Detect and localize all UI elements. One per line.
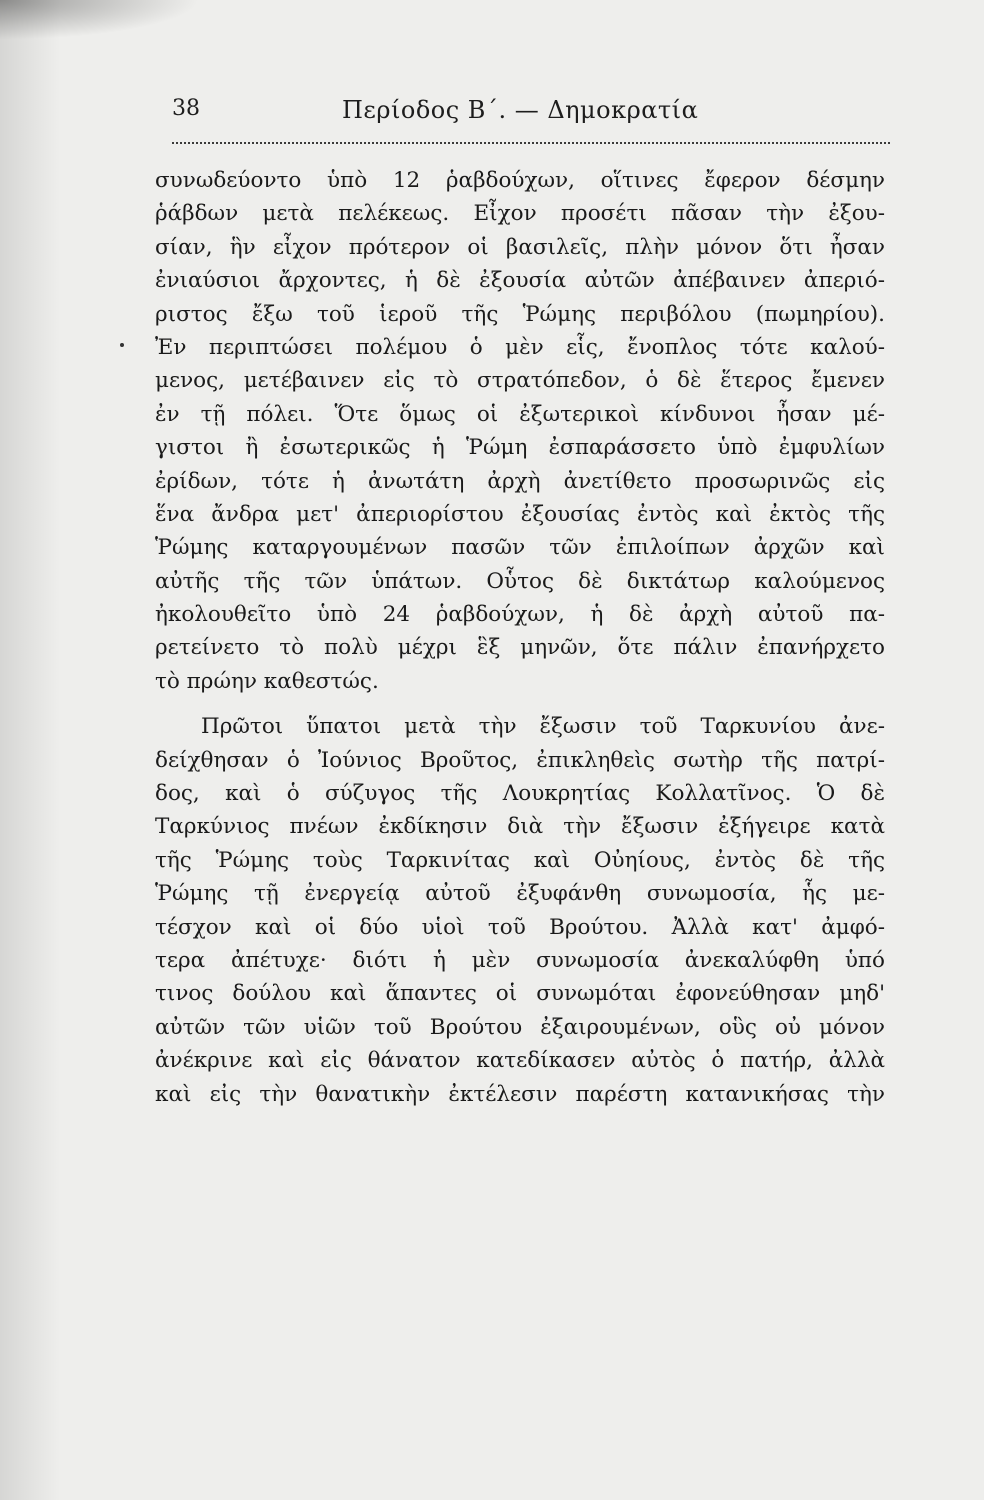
text-line: ἐρίδων, τότε ἡ ἀνωτάτη ἀρχὴ ἀνετίθετο προσωρινῶς εἰς	[155, 468, 885, 494]
paragraph-gap	[155, 698, 885, 710]
spine-shadow	[0, 0, 60, 1500]
text-line: καὶ εἰς τὴν θανατικὴν ἐκτέλεσιν παρέστη κατανικήσας τὴν	[155, 1081, 885, 1107]
page-number: 38	[172, 96, 200, 121]
text-line: Ῥώμης τῇ ἐνεργείᾳ αὐτοῦ ἐξυφάνθη συνωμοσία, ἧς με-	[155, 881, 885, 907]
text-line: ριστος ἔξω τοῦ ἱεροῦ τῆς Ῥώμης περιβόλου (πωμηρίου).	[155, 301, 885, 327]
text-line: τῆς Ῥώμης τοὺς Ταρκινίτας καὶ Οὐηίους, ἐντὸς δὲ τῆς	[155, 847, 885, 873]
text-line: Ταρκύνιος πνέων ἐκδίκησιν διὰ τὴν ἔξωσιν ἐξήγειρε κατὰ	[155, 814, 885, 840]
page-header	[172, 96, 892, 136]
text-line: σίαν, ἣν εἶχον πρότερον οἱ βασιλεῖς, πλὴν μόνον ὅτι ἦσαν	[155, 234, 885, 260]
body-text	[155, 164, 885, 1111]
text-line: γιστοι ἢ ἐσωτερικῶς ἡ Ῥώμη ἐσπαράσσετο ὑπὸ ἐμφυλίων	[155, 435, 885, 461]
text-line: δος, καὶ ὁ σύζυγος τῆς Λουκρητίας Κολλατῖνος. Ὁ δὲ	[155, 781, 885, 807]
text-line: ἀνέκρινε καὶ εἰς θάνατον κατεδίκασεν αὐτὸς ὁ πατήρ, ἀλλὰ	[155, 1048, 885, 1074]
header-rule	[172, 142, 890, 144]
corner-shadow	[0, 0, 200, 40]
paragraph-1	[155, 164, 885, 698]
text-line: ἠκολουθεῖτο ὑπὸ 24 ῥαβδούχων, ἡ δὲ ἀρχὴ αὐτοῦ πα-	[155, 602, 885, 628]
paragraph-2	[155, 710, 885, 1111]
text-line: Πρῶτοι ὕπατοι μετὰ τὴν ἔξωσιν τοῦ Ταρκυνίου ἀνε-	[201, 714, 885, 740]
text-line: συνωδεύοντο ὑπὸ 12 ῥαβδούχων, οἵτινες ἔφερον δέσμην	[155, 168, 885, 193]
text-line: δείχθησαν ὁ Ἰούνιος Βροῦτος, ἐπικληθεὶς σωτὴρ τῆς πατρί-	[155, 747, 885, 773]
text-line: αὐτῶν τῶν υἱῶν τοῦ Βρούτου ἐξαιρουμένων, οὓς οὐ μόνον	[155, 1014, 885, 1040]
text-line: αὐτῆς τῆς τῶν ὑπάτων. Οὗτος δὲ δικτάτωρ καλούμενος	[155, 568, 885, 594]
text-line: ἐν τῇ πόλει. Ὅτε ὅμως οἱ ἐξωτερικοὶ κίνδυνοι ἦσαν μέ-	[155, 401, 885, 427]
text-line: τὸ πρώην καθεστώς.	[155, 668, 379, 694]
text-line: ἕνα ἄνδρα μετ' ἀπεριορίστου ἐξουσίας ἐντὸς καὶ ἐκτὸς τῆς	[155, 501, 885, 527]
text-line: τινος δούλου καὶ ἅπαντες οἱ συνωμόται ἐφονεύθησαν μηδ'	[155, 981, 885, 1007]
text-line: Ῥώμης καταργουμένων πασῶν τῶν ἐπιλοίπων ἀρχῶν καὶ	[155, 535, 885, 561]
text-line: τερα ἀπέτυχε· διότι ἡ μὲν συνωμοσία ἀνεκαλύφθη ὑπό	[155, 947, 885, 973]
text-line: μενος, μετέβαινεν εἰς τὸ στρατόπεδον, ὁ δὲ ἕτερος ἔμενεν	[155, 368, 885, 394]
text-line: τέσχον καὶ οἱ δύο υἱοὶ τοῦ Βρούτου. Ἀλλὰ κατ' ἀμφό-	[155, 914, 885, 940]
text-line: Ἐν περιπτώσει πολέμου ὁ μὲν εἷς, ἔνοπλος τότε καλού-	[155, 334, 885, 360]
margin-mark	[120, 343, 124, 347]
text-line: ἐνιαύσιοι ἄρχοντες, ἡ δὲ ἐξουσία αὐτῶν ἀπέβαινεν ἀπεριό-	[155, 268, 885, 294]
running-title: Περίοδος Β΄. — Δημοκρατία	[342, 96, 699, 124]
text-line: ρετείνετο τὸ πολὺ μέχρι ἓξ μηνῶν, ὅτε πάλιν ἐπανήρχετο	[155, 635, 885, 661]
text-line: ῥάβδων μετὰ πελέκεως. Εἶχον προσέτι πᾶσαν τὴν ἐξου-	[155, 201, 885, 227]
